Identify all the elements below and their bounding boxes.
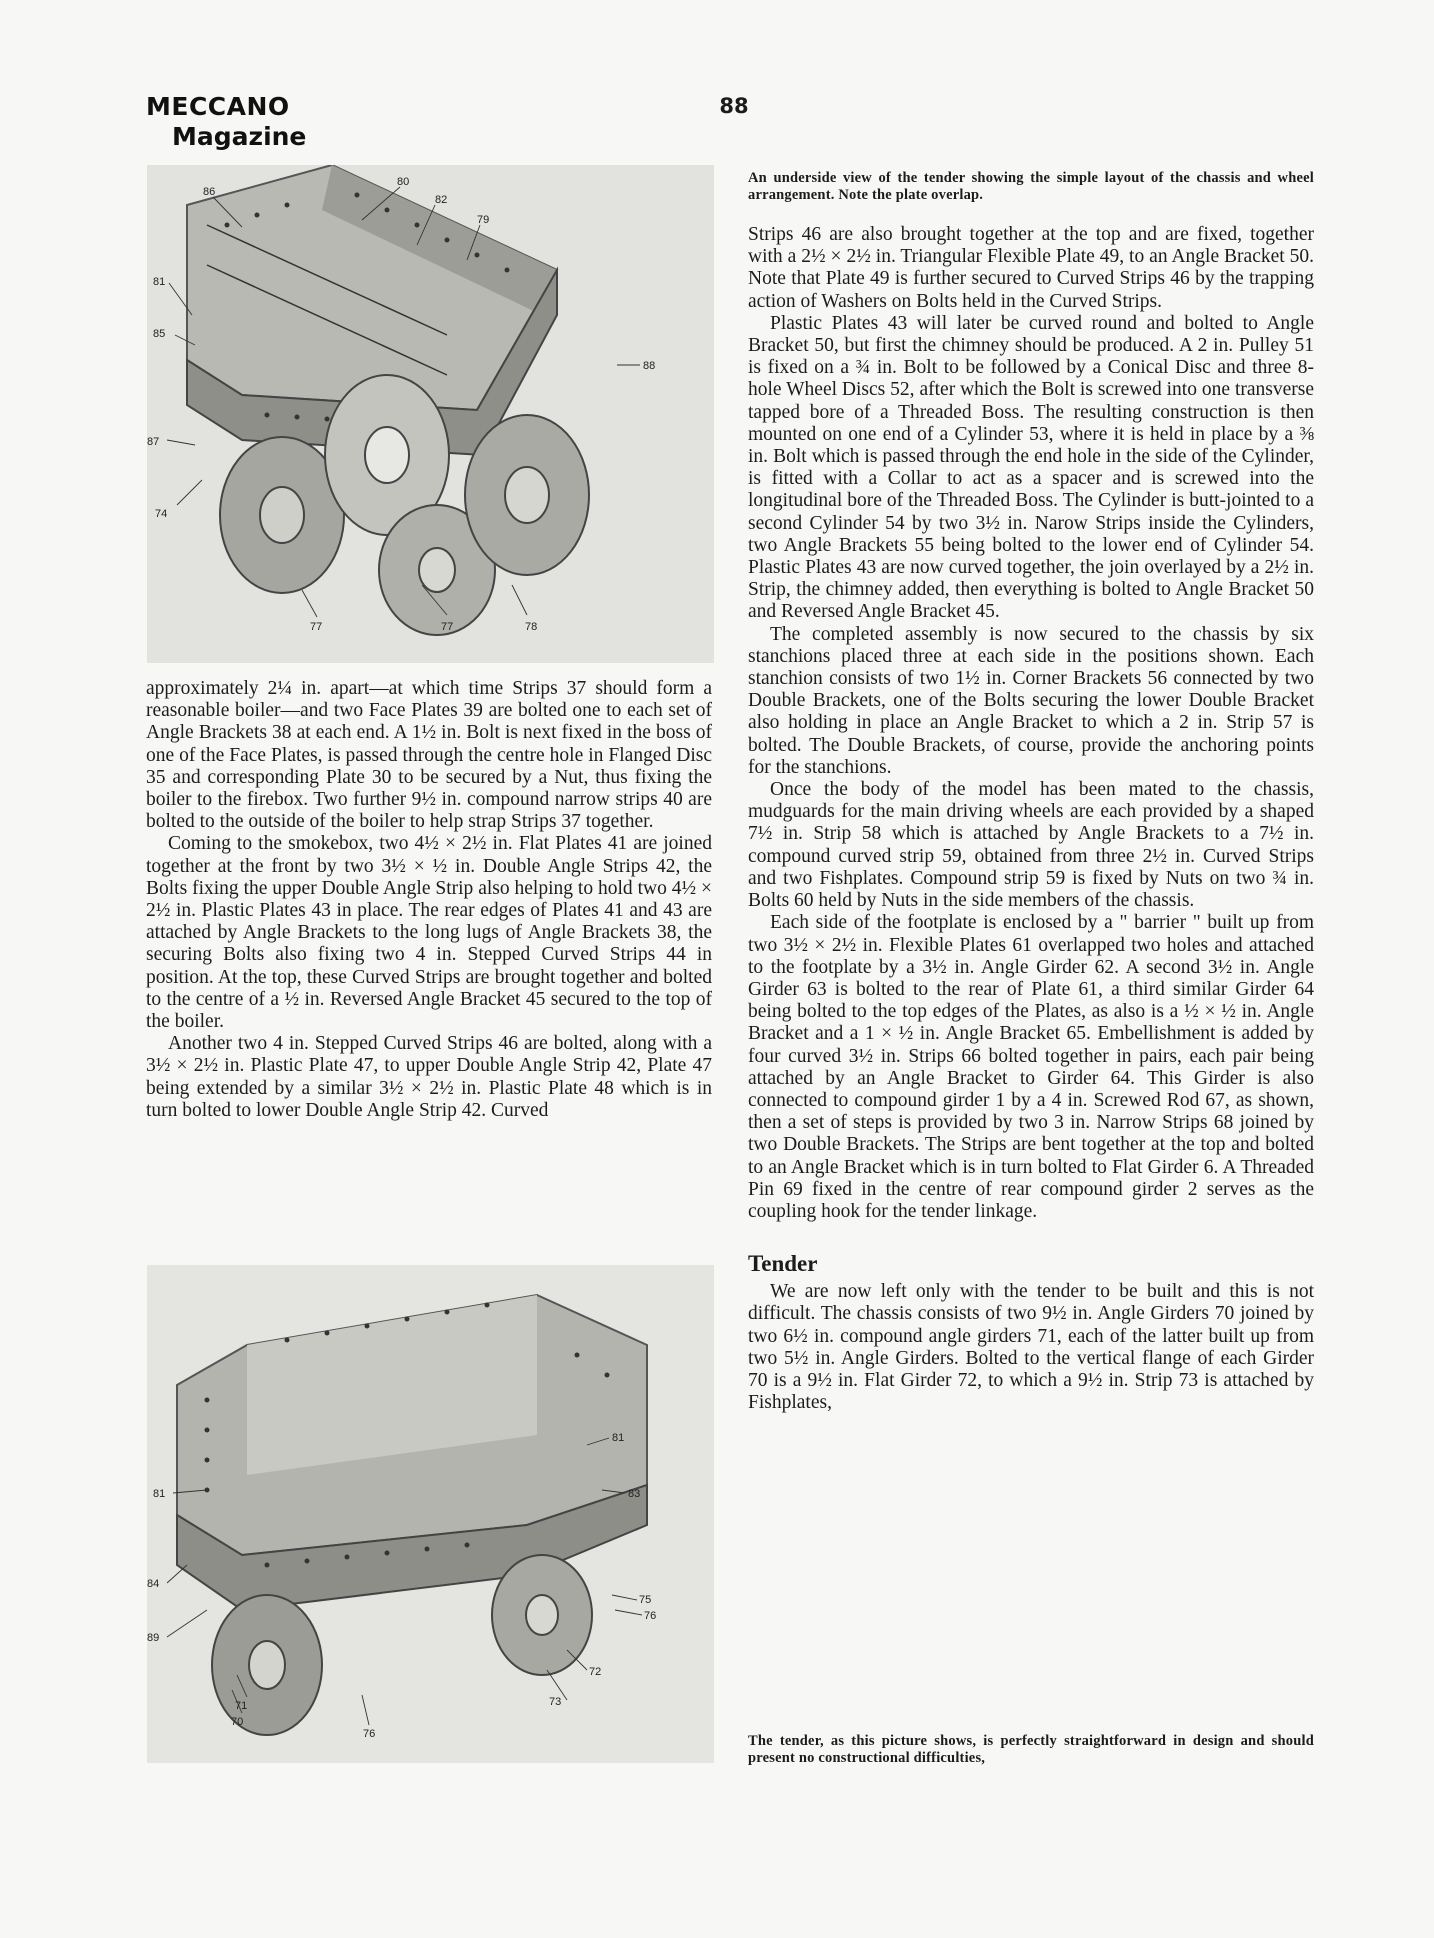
- photo-label: 77: [441, 621, 454, 633]
- masthead: [146, 92, 326, 152]
- photo-tender-body-drawing: [147, 1265, 714, 1763]
- photo-label: 73: [549, 1696, 562, 1708]
- photo-tender-body: [147, 1265, 714, 1763]
- photo-label: 83: [628, 1488, 641, 1500]
- masthead-subtitle: Magazine: [172, 122, 307, 151]
- body-paragraph: Strips 46 are also brought together at the top and are fixed, together with a 2½ × 2½ in. Triangular Flexible Plate 49, to an Angle Bracket 50. Note that Plate 49 is further secured to Curved Strips 46 by the trapping action of Washers on Bolts held in the Curved Strips.: [748, 224, 1314, 312]
- photo-label: 81: [153, 276, 166, 288]
- body-paragraph: Once the body of the model has been mated to the chassis, mudguards for the main driving wheels are each provided by a shaped 7½ in. Strip 58 which is attached by Angle Brackets to a 7½ in. compound curved strip 59, obtained from three 2½ in. Curved Strips and two Fishplates. Compound strip 59 is fixed by Nuts on two ¾ in. Bolts 60 held by Nuts in the side members of the chassis.: [748, 779, 1314, 912]
- photo-label: 81: [612, 1432, 625, 1444]
- photo-label: 79: [477, 214, 490, 226]
- photo-label: 88: [643, 360, 656, 372]
- photo-label: 76: [644, 1610, 657, 1622]
- photo-label: 75: [639, 1594, 652, 1606]
- photo-tender-underside: [147, 165, 714, 663]
- masthead-title: MECCANO: [146, 92, 290, 121]
- photo-label: 82: [435, 194, 448, 206]
- photo-label: 85: [153, 328, 166, 340]
- section-heading: Tender: [748, 1251, 818, 1277]
- photo-label: 76: [363, 1728, 376, 1740]
- photo-label: 72: [589, 1666, 602, 1678]
- photo-label: 70: [231, 1716, 244, 1728]
- body-paragraph: We are now left only with the tender to be built and this is not difficult. The chassis consists of two 9½ in. Angle Girders 70 joined by two 6½ in. compound angle girders 71, each of the latter built up from two 5½ in. Angle Girders. Bolted to the vertical flange of each Girder 70 is a 9½ in. Flat Girder 72, to which a 9½ in. Strip 73 is attached by Fishplates,: [748, 1281, 1314, 1414]
- photo-label: 74: [155, 508, 168, 520]
- photo-label: 77: [310, 621, 323, 633]
- page-number: 88: [719, 94, 749, 118]
- body-paragraph: approximately 2¼ in. apart—at which time Strips 37 should form a reasonable boiler—and two Face Plates 39 are bolted one to each set of Angle Brackets 38 at each end. A 1½ in. Bolt is next fixed in the boss of one of the Face Plates, is passed through the centre hole in Flanged Disc 35 and corresponding Plate 30 to be secured by a Nut, thus fixing the boiler to the firebox. Two further 9½ in. compound narrow strips 40 are bolted to the outside of the boiler to help strap Strips 37 together.: [146, 678, 712, 833]
- body-paragraph: Coming to the smokebox, two 4½ × 2½ in. Flat Plates 41 are joined together at the front by two 3½ × ½ in. Double Angle Strips 42, the Bolts fixing the upper Double Angle Strip also helping to hold two 4½ × 2½ in. Plastic Plates 43 in place. The rear edges of Plates 41 and 43 are attached by Angle Brackets to the long lugs of Angle Brackets 38, the securing Bolts also fixing two 4 in. Stepped Curved Strips 44 in position. At the top, these Curved Strips are brought together and bolted to the centre of a ½ in. Reversed Angle Bracket 45 secured to the top of the boiler.: [146, 833, 712, 1033]
- photo-label: 81: [153, 1488, 166, 1500]
- photo-label: 80: [397, 176, 410, 188]
- caption-underside: An underside view of the tender showing the simple layout of the chassis and wheel arrangement. Note the plate overlap.: [748, 170, 1314, 203]
- body-paragraph: The completed assembly is now secured to the chassis by six stanchions placed three at each side in the positions shown. Each stanchion consists of two 1½ in. Corner Brackets 56 connected by two Double Brackets, one of the Bolts securing the lower Double Bracket also holding in place an Angle Bracket to which a 2 in. Strip 57 is bolted. The Double Brackets, of course, provide the anchoring points for the stanchions.: [748, 623, 1314, 778]
- right-column: [748, 224, 1314, 1414]
- left-column: [146, 678, 712, 1122]
- photo-label: 71: [235, 1700, 248, 1712]
- photo-label: 78: [525, 621, 538, 633]
- photo-label: 89: [147, 1632, 160, 1644]
- caption-tender: The tender, as this picture shows, is perfectly straightforward in design and should present no constructional difficulties,: [748, 1733, 1314, 1766]
- photo-label: 84: [147, 1578, 160, 1590]
- photo-tender-underside-drawing: [147, 165, 714, 663]
- photo-label: 87: [147, 436, 160, 448]
- body-paragraph: Another two 4 in. Stepped Curved Strips 46 are bolted, along with a 3½ × 2½ in. Plastic Plate 47, to upper Double Angle Strip 42, Plate 47 being extended by a similar 3½ × 2½ in. Plastic Plate 48 which is in turn bolted to lower Double Angle Strip 42. Curved: [146, 1033, 712, 1121]
- body-paragraph: Plastic Plates 43 will later be curved round and bolted to Angle Bracket 50, but first the chimney should be produced. A 2 in. Pulley 51 is fixed on a ¾ in. Bolt to be followed by a Conical Disc and three 8-hole Wheel Discs 52, after which the Bolt is screwed into one transverse tapped bore of a Threaded Boss. The resulting construction is then mounted on one end of a Cylinder 53, where it is held in place by a ⅜ in. Bolt which is passed through the end hole in the side of the Cylinder, is fitted with a Collar to act as a spacer and is screwed into the longitudinal bore of the Threaded Boss. The Cylinder is butt-jointed to a second Cylinder 54 by two 3½ in. Narow Strips inside the Cylinders, two Angle Brackets 55 being bolted to the lower end of Cylinder 54. Plastic Plates 43 are now curved together, the join overlayed by a 2½ in. Strip, the chimney added, then everything is bolted to Angle Bracket 50 and Reversed Angle Bracket 45.: [748, 312, 1314, 623]
- body-paragraph: Each side of the footplate is enclosed by a " barrier " built up from two 3½ × 2½ in. Flexible Plates 61 overlapped two holes and attached to the footplate by a 3½ in. Angle Girder 62. A second 3½ in. Angle Girder 63 is bolted to the rear of Plate 61, a third similar Girder 64 being bolted to the top edges of the Plates, as also is a ½ × ½ in. Angle Bracket and a 1 × ½ in. Angle Bracket 65. Embellishment is added by four curved 3½ in. Strips 66 bolted together in pairs, each pair being attached by an Angle Bracket to Girder 64. This Girder is also connected to compound girder 1 by a 4 in. Screwed Rod 67, as shown, then a set of steps is provided by two 3 in. Narrow Strips 68 joined by two Double Brackets. The Strips are bent together at the top and bolted to an Angle Bracket which is in turn bolted to Flat Girder 6. A Threaded Pin 69 fixed in the centre of rear compound girder 2 serves as the coupling hook for the tender linkage.: [748, 912, 1314, 1222]
- photo-label: 86: [203, 186, 216, 198]
